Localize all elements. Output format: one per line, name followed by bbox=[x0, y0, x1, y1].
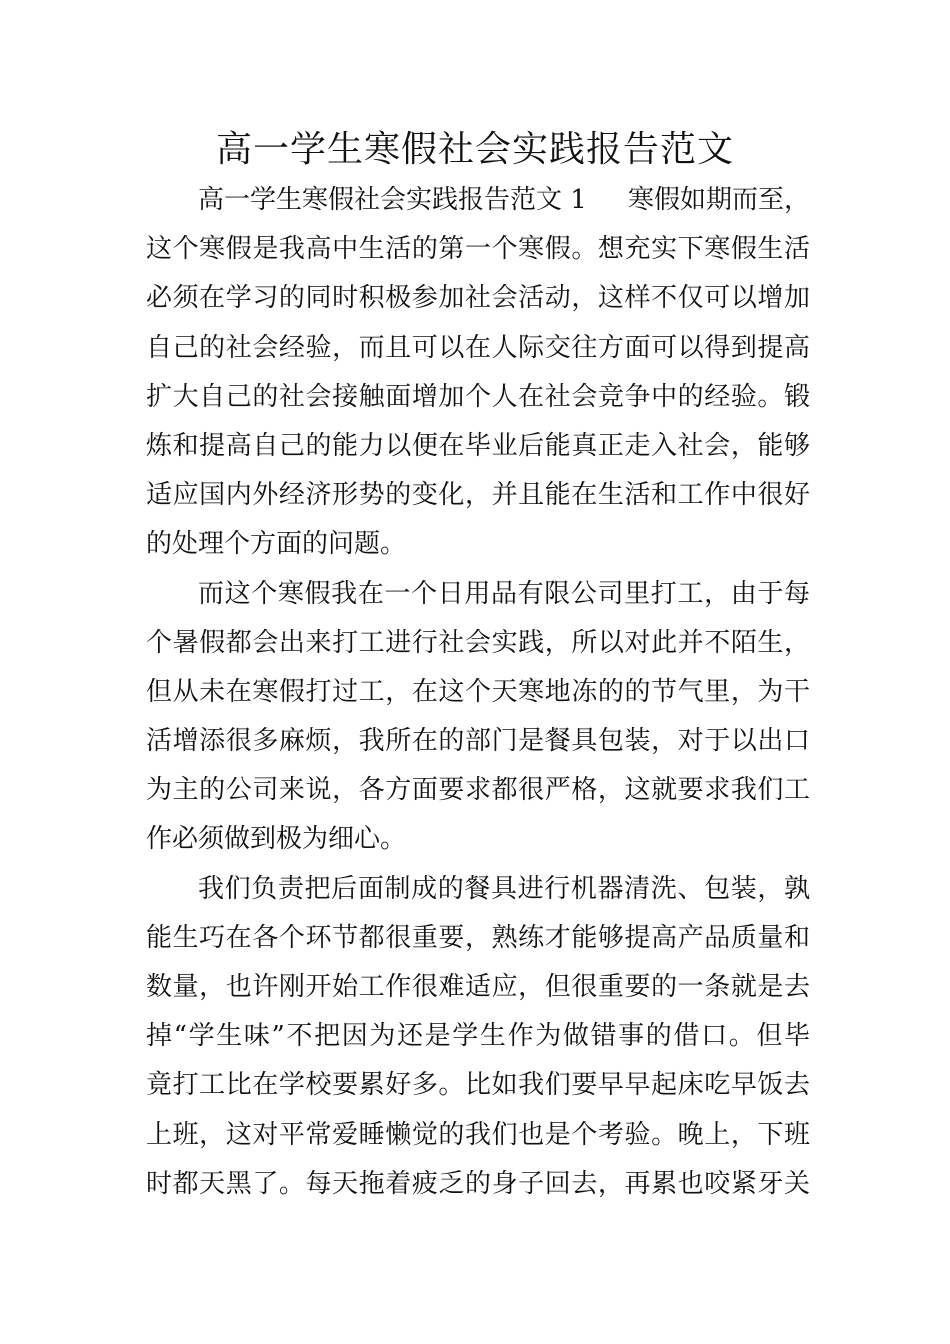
text-line: 个暑假都会出来打工进行社会实践，所以对此并不陌生， bbox=[146, 627, 810, 658]
text-line: 为主的公司来说，各方面要求都很严格，这就要求我们工 bbox=[146, 775, 810, 806]
section-heading-ref: 高一学生寒假社会实践报告范文 1 bbox=[198, 185, 587, 215]
document-title: 高一学生寒假社会实践报告范文 bbox=[215, 129, 734, 170]
document-body bbox=[146, 176, 810, 1209]
text-line: 适应国内外经济形势的变化，并且能在生活和工作中很好 bbox=[146, 480, 810, 511]
text-line: 作必须做到极为细心。 bbox=[146, 824, 407, 855]
text-line: 掉“学生味”不把因为还是学生作为做错事的借口。但毕 bbox=[146, 1021, 810, 1052]
text-line: 自己的社会经验，而且可以在人际交往方面可以得到提高 bbox=[146, 332, 810, 363]
text-line: 这个寒假是我高中生活的第一个寒假。想充实下寒假生活 bbox=[146, 234, 810, 265]
text-line: 数量，也许刚开始工作很难适应，但很重要的一条就是去 bbox=[146, 972, 810, 1002]
paragraph-3-first-line: 我们负责把后面制成的餐具进行机器清洗、包装，孰 bbox=[198, 873, 810, 904]
paragraph-1-lead: 寒假如期而至， bbox=[627, 185, 810, 215]
text-line: 时都天黑了。每天拖着疲乏的身子回去，再累也咬紧牙关 bbox=[146, 1168, 810, 1199]
text-line: 能生巧在各个环节都很重要，熟练才能够提高产品质量和 bbox=[146, 922, 810, 953]
text-line: 竟打工比在学校要累好多。比如我们要早早起床吃早饭去 bbox=[146, 1070, 810, 1101]
paragraph-1-line-1 bbox=[146, 176, 810, 225]
text-line: 炼和提高自己的能力以便在毕业后能真正走入社会，能够 bbox=[146, 430, 810, 461]
paragraph-2-first-line: 而这个寒假我在一个日用品有限公司里打工，由于每 bbox=[198, 578, 810, 609]
text-line: 必须在学习的同时积极参加社会活动，这样不仅可以增加 bbox=[146, 283, 810, 314]
text-line: 但从未在寒假打过工，在这个天寒地冻的的节气里，为干 bbox=[146, 676, 810, 707]
text-line: 的处理个方面的问题。 bbox=[146, 529, 407, 560]
text-line: 活增添很多麻烦，我所在的部门是餐具包装，对于以出口 bbox=[146, 726, 810, 757]
text-line: 扩大自己的社会接触面增加个人在社会竞争中的经验。锻 bbox=[146, 381, 810, 412]
text-line: 上班，这对平常爱睡懒觉的我们也是个考验。晚上，下班 bbox=[146, 1119, 810, 1150]
